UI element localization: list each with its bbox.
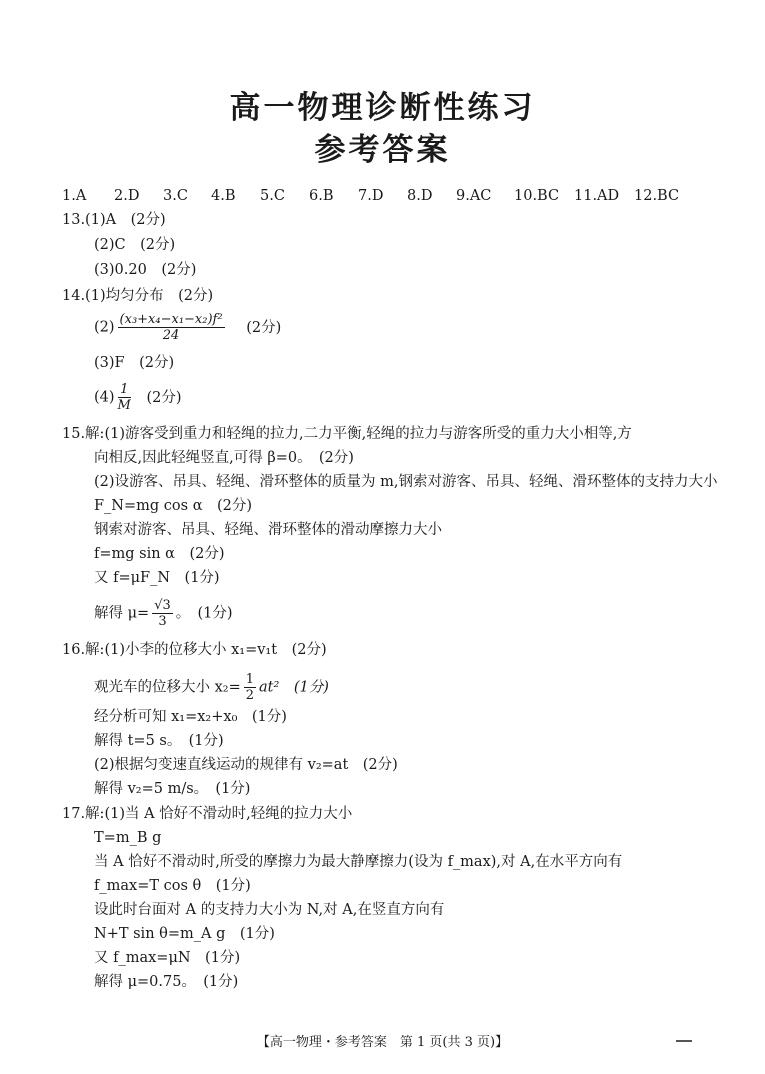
q14-answer-4-prefix: (4) bbox=[94, 389, 115, 406]
choice-answer: 5.C bbox=[260, 188, 285, 204]
choice-answer: 4.B bbox=[211, 188, 236, 204]
q15-line-8 bbox=[94, 598, 233, 629]
choice-answer: 3.C bbox=[163, 188, 188, 204]
fraction-denominator: 24 bbox=[162, 328, 180, 343]
q16-line-2-fraction bbox=[244, 672, 256, 703]
choice-answer: 6.B bbox=[309, 188, 334, 204]
fraction-numerator: 1 bbox=[245, 672, 255, 687]
fraction-numerator: √3 bbox=[154, 598, 171, 613]
corner-mark bbox=[676, 1040, 692, 1042]
q14-answer-1: 14.(1)均匀分布 (2分) bbox=[62, 288, 214, 304]
q15-line-8-fraction bbox=[152, 598, 173, 629]
q15-line-3: (2)设游客、吊具、轻绳、滑环整体的质量为 m,钢索对游客、吊具、轻绳、滑环整体的支持力大小 bbox=[94, 474, 718, 490]
q16-line-3: 经分析可知 x₁=x₂+x₀ (1分) bbox=[94, 709, 287, 725]
q15-line-5: 钢索对游客、吊具、轻绳、滑环整体的滑动摩擦力大小 bbox=[94, 522, 442, 538]
q13-answer-3: (3)0.20 (2分) bbox=[94, 262, 197, 278]
q17-line-7: 又 f_max=μN (1分) bbox=[94, 950, 241, 966]
fraction-numerator: (x₃+x₄−x₁−x₂)f² bbox=[119, 312, 223, 327]
q15-line-2: 向相反,因此轻绳竖直,可得 β=0。 (2分) bbox=[94, 450, 354, 466]
q17-line-6: N+T sin θ=m_A g (1分) bbox=[94, 926, 275, 942]
fraction-denominator: 3 bbox=[158, 614, 167, 629]
q14-answer-2 bbox=[94, 312, 281, 343]
fraction-numerator: 1 bbox=[118, 382, 131, 398]
q17-line-3: 当 A 恰好不滑动时,所受的摩擦力为最大静摩擦力(设为 f_max),对 A,在水平方向有 bbox=[94, 854, 623, 870]
q14-answer-2-score: (2分) bbox=[246, 319, 282, 336]
choice-answer: 12.BC bbox=[634, 188, 680, 204]
q14-answer-3: (3)F (2分) bbox=[94, 355, 175, 371]
choice-answer: 1.A bbox=[62, 188, 87, 204]
q15-line-4: F_N=mg cos α (2分) bbox=[94, 498, 253, 514]
q14-answer-4-fraction bbox=[118, 382, 131, 413]
q15-line-1: 15.解:(1)游客受到重力和轻绳的拉力,二力平衡,轻绳的拉力与游客所受的重力大小相等,方 bbox=[62, 426, 632, 442]
q16-line-2-suffix: at² (1分) bbox=[259, 679, 329, 696]
choice-answer: 2.D bbox=[114, 188, 140, 204]
choice-answer: 10.BC bbox=[514, 188, 560, 204]
q17-line-2: T=m_B g bbox=[94, 830, 162, 846]
page-footer: 【高一物理・参考答案 第 1 页(共 3 页)】 bbox=[256, 1035, 509, 1050]
q14-answer-2-prefix: (2) bbox=[94, 319, 115, 336]
fraction-denominator: M bbox=[117, 398, 131, 413]
q15-line-8-score: 。 (1分) bbox=[175, 605, 233, 622]
q13-answer-2: (2)C (2分) bbox=[94, 237, 176, 253]
q17-line-4: f_max=T cos θ (1分) bbox=[94, 878, 251, 894]
document-title: 高一物理诊断性练习 bbox=[229, 90, 536, 126]
q15-line-8-prefix: 解得 μ= bbox=[94, 605, 150, 622]
q13-answer-1: 13.(1)A (2分) bbox=[62, 212, 166, 228]
q14-answer-4-score: (2分) bbox=[146, 389, 182, 406]
q14-answer-4 bbox=[94, 382, 182, 413]
q16-line-2-prefix: 观光车的位移大小 x₂= bbox=[94, 679, 241, 696]
document-subtitle: 参考答案 bbox=[314, 132, 451, 168]
choice-answer: 8.D bbox=[407, 188, 433, 204]
q17-line-5: 设此时台面对 A 的支持力大小为 N,对 A,在竖直方向有 bbox=[94, 902, 445, 918]
q15-line-7: 又 f=μF_N (1分) bbox=[94, 570, 220, 586]
q16-line-2 bbox=[94, 672, 329, 703]
fraction-denominator: 2 bbox=[245, 688, 255, 703]
q14-answer-2-fraction bbox=[118, 312, 225, 343]
choice-answer: 7.D bbox=[358, 188, 384, 204]
q17-line-1: 17.解:(1)当 A 恰好不滑动时,轻绳的拉力大小 bbox=[62, 806, 353, 822]
q16-line-1: 16.解:(1)小李的位移大小 x₁=v₁t (2分) bbox=[62, 642, 327, 658]
q16-line-4: 解得 t=5 s。 (1分) bbox=[94, 733, 224, 749]
choice-answer: 9.AC bbox=[456, 188, 492, 204]
q15-line-6: f=mg sin α (2分) bbox=[94, 546, 225, 562]
q17-line-8: 解得 μ=0.75。 (1分) bbox=[94, 974, 239, 990]
q16-line-6: 解得 v₂=5 m/s。 (1分) bbox=[94, 781, 251, 797]
choice-answer: 11.AD bbox=[574, 188, 620, 204]
q16-line-5: (2)根据匀变速直线运动的规律有 v₂=at (2分) bbox=[94, 757, 398, 773]
